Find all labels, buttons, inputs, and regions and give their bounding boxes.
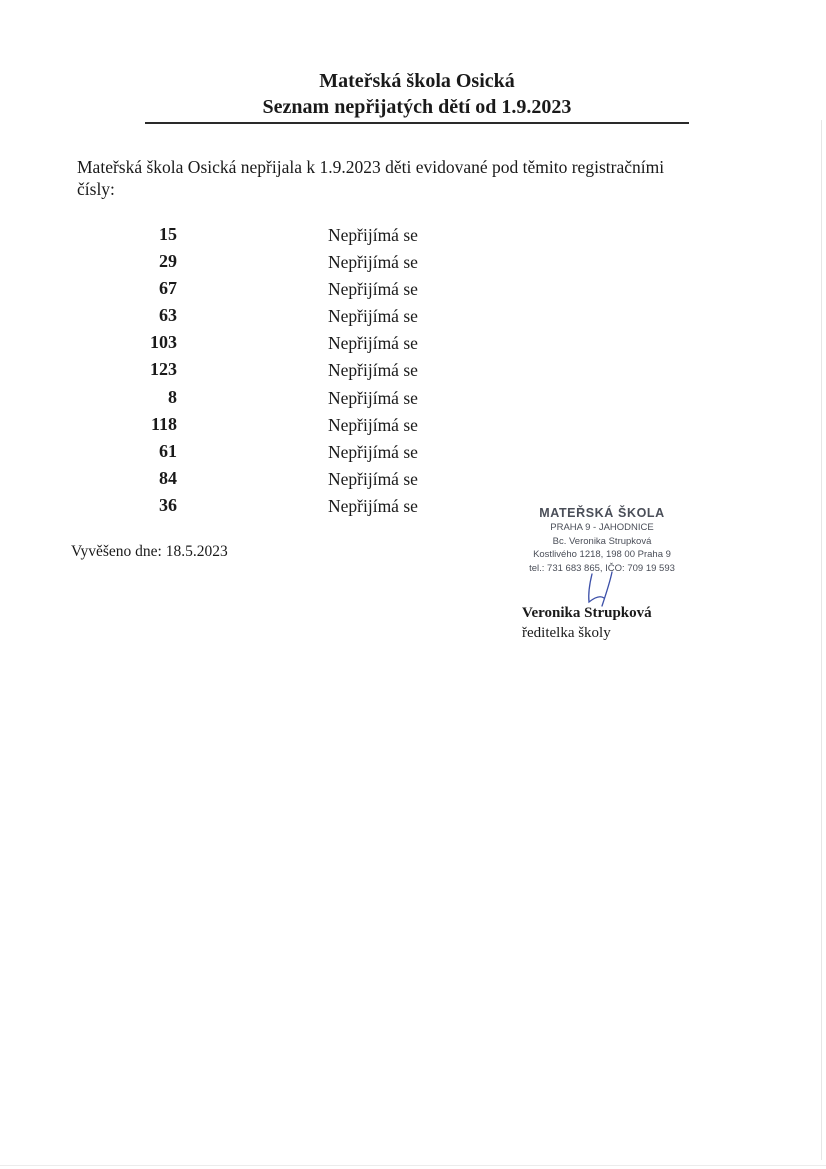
admission-status: Nepřijímá se [328, 468, 418, 489]
admission-status: Nepřijímá se [328, 333, 418, 354]
intro-text: Mateřská škola Osická nepřijala k 1.9.2023 děti evidované pod těmito registračními čísly: [77, 157, 665, 199]
registration-number: 67 [159, 278, 177, 299]
list-item [130, 305, 460, 332]
signatory-role: ředitelka školy [522, 625, 611, 641]
admission-status: Nepřijímá se [328, 495, 418, 516]
registration-number: 63 [159, 305, 177, 326]
registration-list [130, 224, 460, 522]
signatory-name: Veronika Strupková [522, 605, 652, 621]
list-item [130, 224, 460, 251]
admission-status: Nepřijímá se [328, 279, 418, 300]
list-item [130, 278, 460, 305]
list-item [130, 359, 460, 386]
registration-number: 61 [159, 440, 177, 461]
scan-bottom-edge [0, 1165, 826, 1166]
admission-status: Nepřijímá se [328, 306, 418, 327]
list-item [130, 387, 460, 414]
registration-number: 118 [150, 413, 177, 434]
list-item [130, 251, 460, 278]
registration-number: 36 [159, 494, 177, 515]
admission-status: Nepřijímá se [328, 441, 418, 462]
school-stamp [508, 505, 696, 575]
list-item [130, 332, 460, 359]
stamp-line: Kostlivého 1218, 198 00 Praha 9 [533, 549, 671, 560]
posted-date: Vyvěšeno dne: 18.5.2023 [71, 543, 228, 560]
admission-status: Nepřijímá se [328, 252, 418, 273]
registration-number: 15 [159, 224, 177, 244]
list-item [130, 414, 460, 441]
list-title: Seznam nepřijatých dětí od 1.9.2023 [262, 96, 572, 118]
registration-number: 103 [150, 332, 177, 353]
registration-number: 29 [159, 251, 177, 272]
stamp-title: MATEŘSKÁ ŠKOLA [539, 506, 665, 520]
scan-edge [821, 120, 822, 1160]
document-header [145, 68, 689, 120]
registration-number: 123 [150, 359, 177, 380]
school-name: Mateřská škola Osická [319, 70, 515, 92]
registration-number: 8 [168, 386, 177, 407]
stamp-line: tel.: 731 683 865, IČO: 709 19 593 [529, 562, 675, 574]
admission-status: Nepřijímá se [328, 225, 418, 245]
stamp-line: Bc. Veronika Strupková [552, 535, 652, 547]
list-item [130, 468, 460, 495]
header-divider [145, 122, 689, 124]
stamp-line: PRAHA 9 - JAHODNICE [550, 522, 654, 533]
list-item [130, 495, 460, 522]
admission-status: Nepřijímá se [328, 387, 418, 408]
handwritten-signature [582, 568, 642, 608]
admission-status: Nepřijímá se [328, 414, 418, 435]
list-item [130, 441, 460, 468]
registration-number: 84 [159, 467, 177, 488]
admission-status: Nepřijímá se [328, 360, 418, 381]
